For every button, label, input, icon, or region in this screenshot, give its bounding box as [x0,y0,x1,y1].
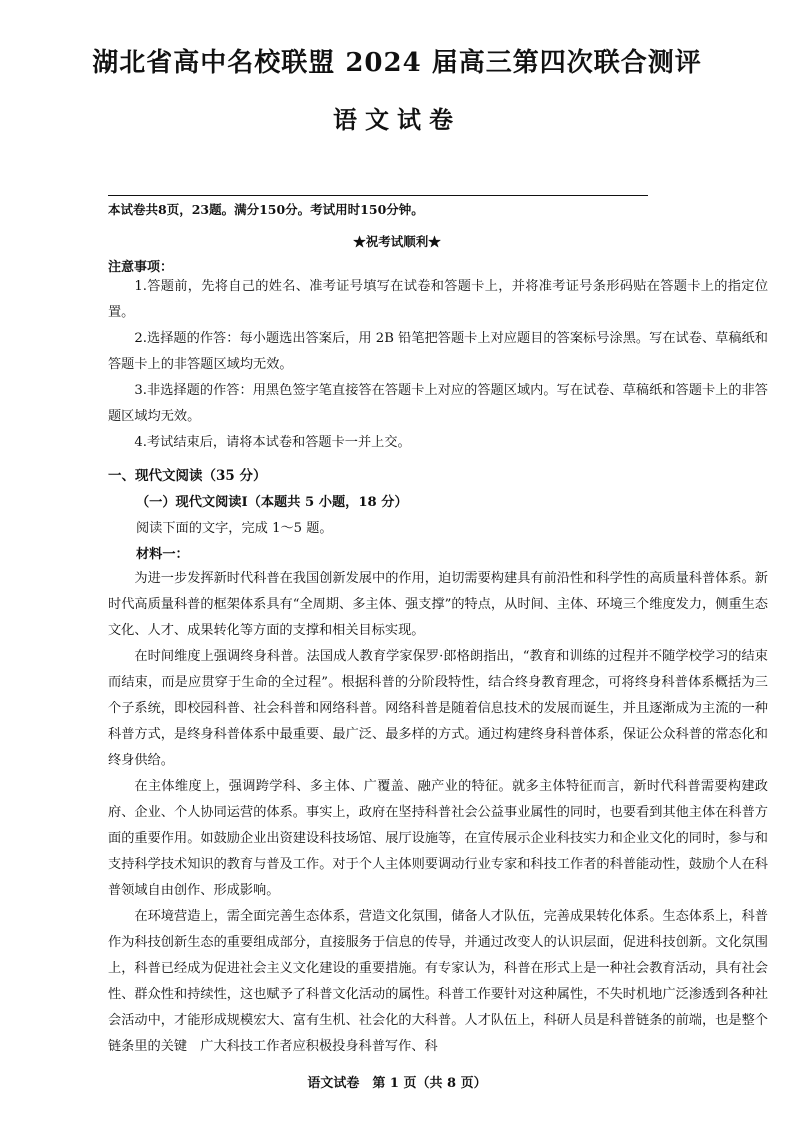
note-item: 4.考试结束后，请将本试卷和答题卡一并上交。 [134,435,411,450]
passage-paragraph: 在主体维度上，强调跨学科、多主体、广覆盖、融产业的特征。就多主体特征而言，新时代科普需要构建政府、企业、个人协同运营的体系。事实上，政府在坚持科普社会公益事业属性的同时，也要看到其他主体在科普方面的重要作用。如鼓励企业出资建设科技场馆、展厅设施等，在宣传展示企业科技实力和企业文化的同时，参与和支持科学技术知识的教育与普及工作。对于个人主体则要调动行业专家和科技工作者的科普能动性，鼓励个人在科普领域自由创作、形成影响。 [108,779,768,898]
exam-title: 湖北省高中名校联盟 2024 届高三第四次联合测评 [92,48,702,78]
good-luck-banner: ★祝考试顺利★ [353,234,441,249]
notes-heading: 注意事项： [108,260,174,275]
subsection-title: （一）现代文阅读Ⅰ（本题共 5 小题，18 分） [136,495,408,510]
section-title: 一、现代文阅读（35 分） [108,468,267,484]
note-item: 1.答题前，先将自己的姓名、准考证号填写在试卷和答题卡上，并将准考证号条形码贴在答题卡上的指定位置。 [108,279,768,320]
exam-subtitle: 语文试卷 [333,105,461,134]
passage-paragraph: 在时间维度上强调终身科普。法国成人教育学家保罗·郎格朗指出，“教育和训练的过程并不随学校学习的结束而结束，而是应贯穿于生命的全过程”。根据科普的分阶段特性，结合终身教育理念，可将终身科普体系概括为三个子系统，即校园科普、社会科普和网络科普。网络科普是随着信息技术的发展而诞生，并且逐渐成为主流的一种科普方式，是终身科普体系中最重要、最广泛、最多样的方式。通过构建终身科普体系，保证公众科普的常态化和终身供给。 [108,649,768,768]
reading-passage [108,566,768,1060]
passage-paragraph: 为进一步发挥新时代科普在我国创新发展中的作用，迫切需要构建具有前沿性和科学性的高质量科普体系。新时代高质量科普的框架体系具有“全周期、多主体、强支撑”的特点，从时间、主体、环境三个维度发力，侧重生态文化、人才、成果转化等方面的支撑和相关目标实现。 [108,571,768,638]
page-footer: 语文试卷 第 1 页（共 8 页） [307,1076,487,1091]
header-divider [108,195,648,196]
note-item: 2.选择题的作答：每小题选出答案后，用 2B 铅笔把答题卡上对应题目的答案标号涂黑。写在试卷、草稿纸和答题卡上的非答题区域均无效。 [108,331,768,372]
note-item: 3.非选择题的作答：用黑色签字笔直接答在答题卡上对应的答题区域内。写在试卷、草稿纸和答题卡上的非答题区域均无效。 [108,383,768,424]
exam-info: 本试卷共8页，23题。满分150分。考试用时150分钟。 [108,202,424,217]
material-label: 材料一： [136,547,189,562]
notes-list [108,274,768,456]
reading-instruction: 阅读下面的文字，完成 1～5 题。 [136,521,333,536]
passage-paragraph: 在环境营造上，需全面完善生态体系，营造文化氛围，储备人才队伍，完善成果转化体系。生态体系上，科普作为科技创新生态的重要组成部分，直接服务于信息的传导，并通过改变人的认识层面，促进科技创新。文化氛围上，科普已经成为促进社会主义文化建设的重要措施。有专家认为，科普在形式上是一种社会教育活动，具有社会性、群众性和持续性，这也赋予了科普文化活动的属性。科普工作要针对这种属性，不失时机地广泛渗透到各种社会活动中，才能形成规模宏大、富有生机、社会化的大科普。人才队伍上，科研人员是科普链条的前端，也是整个链条里的关键 广大科技工作者应积极投身科普写作、科 [108,909,768,1054]
